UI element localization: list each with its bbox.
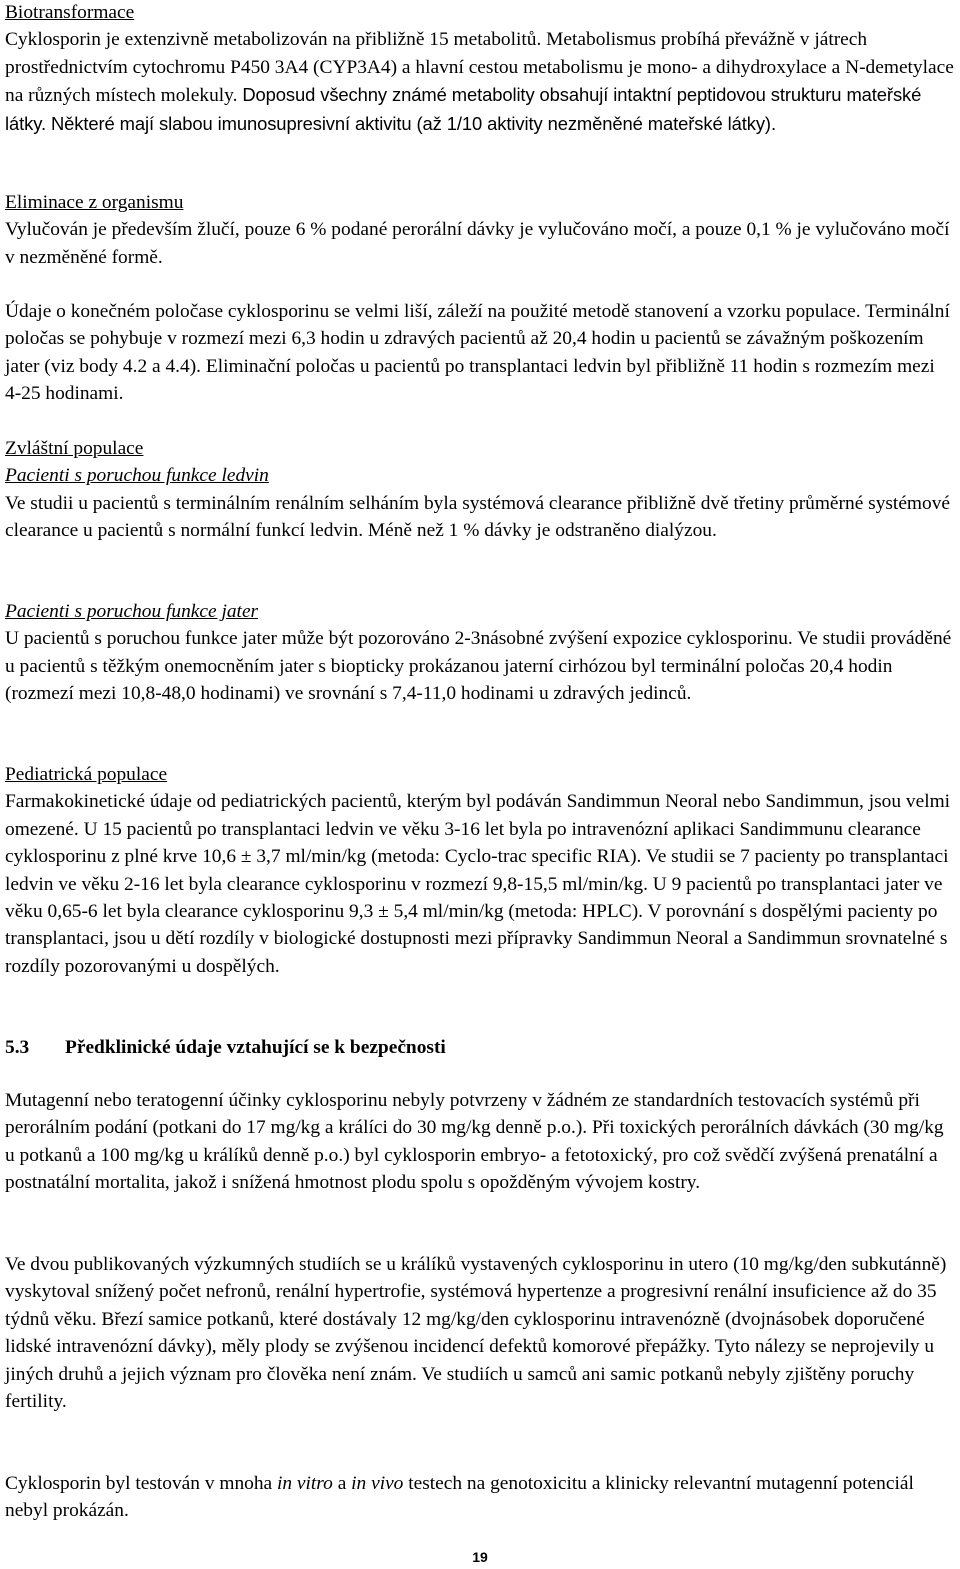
section-5-3-heading	[5, 1034, 955, 1061]
biotransformation-text-serif: Cyklosporin je extenzivně metabolizován na přibližně 15 metabolitů. Metabolismus probíhá převážně v játrech prostřednictvím cytochromu P450 3A4 (CYP3A4) a hlavní cestou metabolismu je mono- a dihydroxylace a N-demetylace na různých místech molekuly.	[5, 29, 954, 107]
biotransformation-section	[5, 0, 955, 138]
section-title: Předklinické údaje vztahující se k bezpečnosti	[65, 1037, 446, 1058]
biotransformation-text	[5, 26, 955, 138]
genotox-text-b: a	[332, 1473, 352, 1494]
elimination-heading: Eliminace z organismu	[5, 192, 184, 213]
pediatric-section	[5, 761, 955, 980]
elimination-section	[5, 189, 955, 271]
elimination-paragraph-1: Vylučován je především žlučí, pouze 6 % podané perorální dávky je vylučováno močí, a pouze 0,1 % je vylučováno močí v nezměněné formě.	[5, 219, 950, 268]
renal-impairment-text: Ve studii u pacientů s terminálním renálním selháním byla systémová clearance přibližně dvě třetiny průměrné systémové clearance u pacientů s normální funkcí ledvin. Méně než 1 % dávky je odstraněno dialýzou.	[5, 492, 951, 542]
in-vivo-term: in vivo	[351, 1473, 404, 1494]
page-number: 19	[472, 1549, 488, 1565]
section-number: 5.3	[5, 1037, 30, 1058]
preclinical-paragraph-1-block	[5, 1087, 955, 1197]
biotransformation-heading: Biotransformace	[5, 2, 135, 23]
genotox-text-a: Cyklosporin byl testován v mnoha	[5, 1473, 277, 1494]
pediatric-heading: Pediatrická populace	[5, 764, 168, 785]
pediatric-text: Farmakokinetické údaje od pediatrických pacientů, kterým byl podáván Sandimmun Neoral nebo Sandimmun, jsou velmi omezené. U 15 pacientů po transplantaci ledvin ve věku 3-16 let byla po intravenózní aplikaci Sandimmunu clearance cyklosporinu z plné krve 10,6 ± 3,7 ml/min/kg (metoda: Cyclo-trac specific RIA). Ve studii se 7 pacienty po transplantaci ledvin ve věku 2-16 let byla clearance cyklosporinu v rozmezí 9,8-15,5 ml/min/kg. U 9 pacientů po transplantaci jater ve věku 0,65-6 let byla clearance cyklosporinu 9,3 ± 5,4 ml/min/kg (metoda: HPLC). V porovnání s dospělými pacienty po transplantaci, jsou u dětí rozdíly v biologické dostupnosti mezi přípravky Sandimmun Neoral a Sandimmun srovnatelné s rozdíly pozorovanými u dospělých.	[5, 791, 951, 977]
special-population-heading: Zvláštní populace	[5, 438, 144, 459]
biotransformation-text-sans: Doposud všechny známé metabolity obsahují intaktní peptidovou strukturu mateřské látky. Některé mají slabou imunosupresivní aktivitu (až 1/10 aktivity nezměněné mateřské látky).	[5, 84, 922, 134]
genotox-text-c: testech na genotoxicitu a klinicky relevantní mutagenní potenciál nebyl prokázán.	[5, 1473, 914, 1522]
preclinical-paragraph-2-block	[5, 1251, 955, 1415]
preclinical-paragraph-3-block	[5, 1470, 955, 1525]
preclinical-paragraph-1: Mutagenní nebo teratogenní účinky cyklosporinu nebyly potvrzeny v žádném ze standardních testovacích systémů při perorálním podání (potkani do 17 mg/kg a králíci do 30 mg/kg denně p.o.). Při toxických perorálních dávkách (30 mg/kg u potkanů a 100 mg/kg u králíků denně p.o.) byl cyklosporin embryo- a fetotoxický, pro což svědčí zvýšená prenatální a postnatální mortalita, jakož i snížená hmotnost plodu spolu s opožděným vývojem kostry.	[5, 1090, 944, 1194]
renal-impairment-heading: Pacienti s poruchou funkce ledvin	[5, 465, 269, 487]
hepatic-impairment-text: U pacientů s poruchou funkce jater může být pozorováno 2-3násobné zvýšení expozice cyklosporinu. Ve studii prováděné u pacientů s těžkým onemocněním jater s biopticky prokázanou jaterní cirhózou byl terminální poločas 20,4 hodin (rozmezí mezi 10,8-48,0 hodinami) ve srovnání s 7,4-11,0 hodinami u zdravých jedinců.	[5, 628, 952, 705]
elimination-paragraph-2-block	[5, 298, 955, 408]
hepatic-impairment-heading: Pacienti s poruchou funkce jater	[5, 601, 259, 622]
in-vitro-term: in vitro	[277, 1473, 333, 1494]
special-population-section	[5, 435, 955, 545]
preclinical-paragraph-2: Ve dvou publikovaných výzkumných studiích se u králíků vystavených cyklosporinu in utero (10 mg/kg/den subkutánně) vyskytoval snížený počet nefronů, renální hypertrofie, systémová hypertenze a progresivní renální insuficience až do 35 týdnů věku. Březí samice potkanů, které dostávaly 12 mg/kg/den cyklosporinu intravenózně (dvojnásobek doporučené lidské intravenózní dávky), měly plody se zvýšenou incidencí defektů komorové přepážky. Tyto nálezy se neprojevily u jiných druhů a jejich význam pro člověka není znám. Ve studiích u samců ani samic potkanů nebyly zjištěny poruchy fertility.	[5, 1254, 947, 1413]
preclinical-paragraph-3	[5, 1470, 955, 1525]
elimination-paragraph-2: Údaje o konečném poločase cyklosporinu se velmi liší, záleží na použité metodě stanovení a vzorku populace. Terminální poločas se pohybuje v rozmezí mezi 6,3 hodin u zdravých pacientů až 20,4 hodin u pacientů se závažným poškozením jater (viz body 4.2 a 4.4). Eliminační poločas u pacientů po transplantaci ledvin byl přibližně 11 hodin s rozmezím mezi 4-25 hodinami.	[5, 301, 950, 405]
hepatic-impairment-section	[5, 598, 955, 708]
